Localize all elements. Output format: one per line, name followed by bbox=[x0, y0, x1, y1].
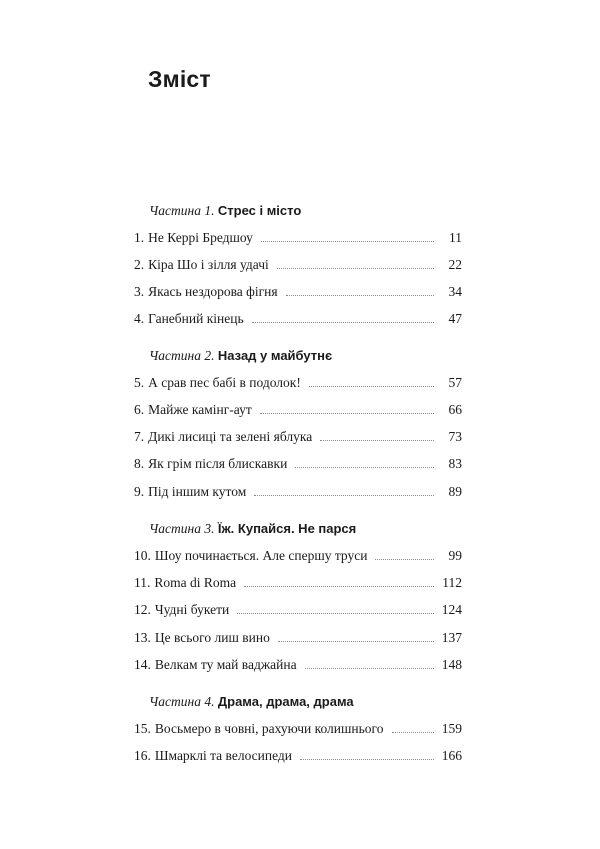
toc-entry[interactable] bbox=[134, 548, 462, 564]
chapter-number: 5. bbox=[134, 375, 145, 390]
page-number: 22 bbox=[448, 257, 462, 272]
dot-leader bbox=[286, 295, 434, 296]
chapter-number: 14. bbox=[134, 657, 151, 672]
chapter-title: А срав пес бабі в подолок! bbox=[148, 375, 301, 390]
page-number: 66 bbox=[448, 402, 462, 417]
part-title: Їж. Купайся. Не парся bbox=[217, 521, 357, 536]
chapter-title: Roma di Roma bbox=[154, 575, 237, 590]
dot-leader bbox=[309, 386, 434, 387]
toc-entry[interactable] bbox=[134, 721, 462, 737]
page-number: 83 bbox=[448, 456, 462, 471]
chapter-number: 2. bbox=[134, 257, 145, 272]
toc-entry[interactable] bbox=[134, 230, 462, 246]
chapter-title: Не Керрі Бредшоу bbox=[148, 230, 253, 245]
part-label: Частина 2. bbox=[149, 348, 215, 363]
part-title: Драма, драма, драма bbox=[217, 694, 354, 709]
chapter-number: 11. bbox=[134, 575, 151, 590]
toc-entry[interactable] bbox=[134, 630, 462, 646]
chapter-number: 12. bbox=[134, 602, 151, 617]
part-heading bbox=[149, 203, 301, 219]
part-title: Стрес і місто bbox=[217, 203, 302, 218]
dot-leader bbox=[320, 440, 434, 441]
toc-entry[interactable] bbox=[134, 429, 462, 445]
toc-entry[interactable] bbox=[134, 575, 462, 591]
page-number: 11 bbox=[449, 230, 462, 245]
dot-leader bbox=[295, 467, 434, 468]
chapter-number: 1. bbox=[134, 230, 145, 245]
dot-leader bbox=[237, 613, 434, 614]
chapter-number: 3. bbox=[134, 284, 145, 299]
chapter-title: Майже камінг-аут bbox=[148, 402, 252, 417]
chapter-title: Під іншим кутом bbox=[148, 484, 247, 499]
chapter-title: Кіра Шо і зілля удачі bbox=[148, 257, 269, 272]
dot-leader bbox=[261, 241, 434, 242]
chapter-number: 4. bbox=[134, 311, 145, 326]
page-number: 148 bbox=[441, 657, 462, 672]
toc-entry[interactable] bbox=[134, 748, 462, 764]
chapter-title: Велкам ту май ваджайна bbox=[154, 657, 297, 672]
chapter-number: 13. bbox=[134, 630, 151, 645]
page-number: 57 bbox=[448, 375, 462, 390]
chapter-number: 9. bbox=[134, 484, 145, 499]
chapter-title: Ганебний кінець bbox=[148, 311, 244, 326]
chapter-number: 6. bbox=[134, 402, 145, 417]
chapter-number: 16. bbox=[134, 748, 151, 763]
chapter-title: Восьмеро в човні, рахуючи колишнього bbox=[154, 721, 384, 736]
toc-entry[interactable] bbox=[134, 484, 462, 500]
chapter-title: Дикі лисиці та зелені яблука bbox=[148, 429, 313, 444]
page-number: 124 bbox=[441, 602, 462, 617]
part-heading bbox=[149, 694, 354, 710]
dot-leader bbox=[277, 268, 434, 269]
page-number: 112 bbox=[442, 575, 462, 590]
toc-entry[interactable] bbox=[134, 311, 462, 327]
toc-entry[interactable] bbox=[134, 375, 462, 391]
page-number: 166 bbox=[441, 748, 462, 763]
chapter-number: 15. bbox=[134, 721, 151, 736]
chapter-number: 8. bbox=[134, 456, 145, 471]
page-number: 99 bbox=[448, 548, 462, 563]
page-number: 137 bbox=[441, 630, 462, 645]
dot-leader bbox=[305, 668, 434, 669]
part-label: Частина 1. bbox=[149, 203, 215, 218]
page-number: 89 bbox=[448, 484, 462, 499]
chapter-title: Як грім після блискавки bbox=[148, 456, 288, 471]
dot-leader bbox=[300, 759, 434, 760]
page-number: 159 bbox=[441, 721, 462, 736]
dot-leader bbox=[254, 495, 434, 496]
part-label: Частина 3. bbox=[149, 521, 215, 536]
part-label: Частина 4. bbox=[149, 694, 215, 709]
part-heading bbox=[149, 348, 332, 364]
dot-leader bbox=[392, 732, 434, 733]
dot-leader bbox=[260, 413, 434, 414]
page-number: 73 bbox=[448, 429, 462, 444]
chapter-title: Це всього лиш вино bbox=[154, 630, 270, 645]
page-title: Зміст bbox=[148, 66, 211, 92]
toc-entry[interactable] bbox=[134, 602, 462, 618]
dot-leader bbox=[252, 322, 434, 323]
toc-entry[interactable] bbox=[134, 456, 462, 472]
part-title: Назад у майбутнє bbox=[217, 348, 333, 363]
toc-entry[interactable] bbox=[134, 284, 462, 300]
dot-leader bbox=[278, 641, 434, 642]
chapter-title: Чудні букети bbox=[154, 602, 230, 617]
chapter-title: Шмарклі та велосипеди bbox=[154, 748, 292, 763]
dot-leader bbox=[244, 586, 434, 587]
toc-entry[interactable] bbox=[134, 402, 462, 418]
chapter-number: 7. bbox=[134, 429, 145, 444]
page-number: 34 bbox=[448, 284, 462, 299]
page-number: 47 bbox=[448, 311, 462, 326]
chapter-number: 10. bbox=[134, 548, 151, 563]
toc-entry[interactable] bbox=[134, 657, 462, 673]
part-heading bbox=[149, 521, 356, 537]
chapter-title: Шоу починається. Але спершу труси bbox=[154, 548, 368, 563]
toc-entry[interactable] bbox=[134, 257, 462, 273]
chapter-title: Якась нездорова фігня bbox=[148, 284, 278, 299]
dot-leader bbox=[375, 559, 434, 560]
